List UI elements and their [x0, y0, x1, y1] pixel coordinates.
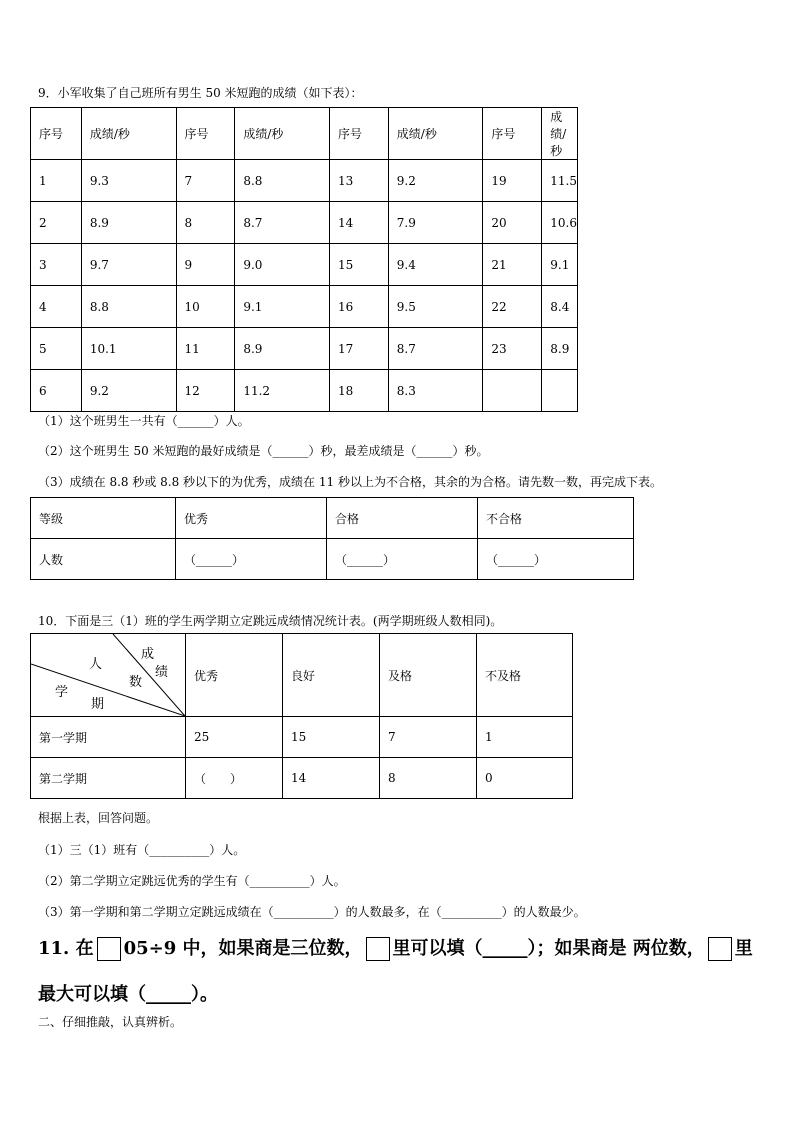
score-table-index-cell: 3 [31, 244, 82, 286]
score-table-index-cell: 9 [176, 244, 235, 286]
score-table-value-cell: 8.7 [235, 202, 330, 244]
score-table-header-cell: 序号 [31, 108, 82, 160]
score-table-index-cell: 19 [483, 160, 542, 202]
q10-header-cell: 优秀 [186, 634, 283, 717]
score-table-value-cell: 8.8 [81, 286, 176, 328]
q10-intro: 根据上表，回答问题。 [38, 811, 159, 825]
score-table-header-cell: 序号 [483, 108, 542, 160]
score-table-header-cell: 成绩/秒 [542, 108, 578, 160]
score-table-value-cell: 9.4 [388, 244, 483, 286]
q11-line1 [38, 934, 753, 961]
q10-row-label: 第一学期 [31, 717, 186, 758]
q10-header-cell: 不及格 [477, 634, 573, 717]
score-table-row [31, 160, 578, 202]
q11-blank-box-3[interactable] [708, 937, 732, 961]
score-table-header-cell: 成绩/秒 [388, 108, 483, 160]
score-table-index-cell: 6 [31, 370, 82, 412]
score-table-index-cell: 20 [483, 202, 542, 244]
q10-header-cell: 良好 [283, 634, 380, 717]
q10-row-term1 [31, 717, 573, 758]
score-table-value-cell: 9.3 [81, 160, 176, 202]
score-table-row [31, 286, 578, 328]
score-table-value-cell: 8.9 [542, 328, 578, 370]
diag-label-ren: 人 [89, 657, 103, 672]
grade-header-cell: 不合格 [478, 498, 634, 539]
count-blank-cell[interactable]: （______） [176, 539, 327, 580]
q10-header-cell: 及格 [380, 634, 477, 717]
score-table-index-cell [483, 370, 542, 412]
score-table-row [31, 244, 578, 286]
score-table-index-cell: 16 [329, 286, 388, 328]
score-table-value-cell: 11.5 [542, 160, 578, 202]
count-blank-cell[interactable]: （______） [327, 539, 478, 580]
diagonal-header-cell [31, 634, 186, 717]
score-table-value-cell: 8.9 [235, 328, 330, 370]
diagonal-lines [31, 634, 185, 716]
q10-sub3: （3）第一学期和第二学期立定跳远成绩在（__________）的人数最多，在（__________）的人数最少。 [38, 905, 586, 919]
score-table-index-cell: 17 [329, 328, 388, 370]
score-table-index-cell: 5 [31, 328, 82, 370]
score-table-value-cell: 8.7 [388, 328, 483, 370]
score-table-value-cell: 9.5 [388, 286, 483, 328]
grade-header-cell: 等级 [31, 498, 176, 539]
score-table-header-cell: 序号 [329, 108, 388, 160]
q10-cell: 14 [283, 758, 380, 799]
section2-heading: 二、仔细推敲，认真辨析。 [38, 1015, 183, 1029]
q10-cell: 8 [380, 758, 477, 799]
grade-row [31, 498, 634, 539]
score-table-index-cell: 14 [329, 202, 388, 244]
score-table-value-cell: 8.4 [542, 286, 578, 328]
score-table-value-cell: 9.0 [235, 244, 330, 286]
score-table-value-cell: 8.9 [81, 202, 176, 244]
q11-part2: 05÷9 中，如果商是三位数， [123, 938, 363, 959]
score-table-index-cell: 13 [329, 160, 388, 202]
q10-header-row [31, 634, 573, 717]
score-table-value-cell: 9.7 [81, 244, 176, 286]
score-table-index-cell: 12 [176, 370, 235, 412]
score-table-value-cell [542, 370, 578, 412]
diag-label-shu: 数 [129, 675, 143, 690]
score-table-header-row [31, 108, 578, 160]
score-table-row [31, 328, 578, 370]
score-table-row [31, 202, 578, 244]
score-table-row [31, 370, 578, 412]
score-table-value-cell: 10.1 [81, 328, 176, 370]
score-table-value-cell: 8.3 [388, 370, 483, 412]
score-table-index-cell: 4 [31, 286, 82, 328]
score-table-header-cell: 成绩/秒 [81, 108, 176, 160]
diag-label-ji: 绩 [155, 665, 169, 680]
grade-header-cell: 优秀 [176, 498, 327, 539]
q11-line2: 最大可以填（_____）。 [38, 984, 218, 1005]
q11-part4: 里 [734, 938, 753, 959]
q11-blank-box-2[interactable] [366, 937, 390, 961]
score-table-index-cell: 10 [176, 286, 235, 328]
q10-sub2: （2）第二学期立定跳远优秀的学生有（__________）人。 [38, 874, 346, 888]
score-table-header-cell: 成绩/秒 [235, 108, 330, 160]
q10-row-term2 [31, 758, 573, 799]
score-table-index-cell: 23 [483, 328, 542, 370]
q9-score-table [30, 107, 578, 412]
q9-title: 9．小军收集了自己班所有男生 50 米短跑的成绩（如下表）： [38, 86, 363, 100]
score-table-value-cell: 9.1 [542, 244, 578, 286]
score-table-index-cell: 18 [329, 370, 388, 412]
score-table-value-cell: 8.8 [235, 160, 330, 202]
score-table-value-cell: 9.2 [388, 160, 483, 202]
count-row [31, 539, 634, 580]
diag-label-xue: 学 [55, 685, 69, 700]
count-label-cell: 人数 [31, 539, 176, 580]
q10-cell: 1 [477, 717, 573, 758]
score-table-value-cell: 9.2 [81, 370, 176, 412]
score-table-value-cell: 11.2 [235, 370, 330, 412]
q10-sub1: （1）三（1）班有（__________）人。 [38, 843, 246, 857]
score-table-value-cell: 9.1 [235, 286, 330, 328]
score-table-index-cell: 8 [176, 202, 235, 244]
score-table-value-cell: 7.9 [388, 202, 483, 244]
count-blank-cell[interactable]: （______） [478, 539, 634, 580]
q11-part3: 里可以填（_____）；如果商是 两位数， [392, 938, 705, 959]
diag-label-qi: 期 [91, 697, 105, 712]
q9-sub1: （1）这个班男生一共有（______）人。 [38, 414, 250, 428]
score-table-value-cell: 10.6 [542, 202, 578, 244]
q10-title: 10．下面是三（1）班的学生两学期立定跳远成绩情况统计表。(两学期班级人数相同)。 [38, 614, 503, 628]
q10-cell: 15 [283, 717, 380, 758]
q11-part1: 11. 在 [38, 938, 94, 959]
score-table-index-cell: 1 [31, 160, 82, 202]
q9-grade-table [30, 497, 634, 580]
q10-cell: 7 [380, 717, 477, 758]
score-table-header-cell: 序号 [176, 108, 235, 160]
score-table-index-cell: 15 [329, 244, 388, 286]
score-table-index-cell: 21 [483, 244, 542, 286]
q10-cell: 0 [477, 758, 573, 799]
q11-blank-box-1[interactable] [97, 937, 121, 961]
grade-header-cell: 合格 [327, 498, 478, 539]
q10-blank-cell[interactable]: （ ） [186, 758, 283, 799]
score-table-index-cell: 22 [483, 286, 542, 328]
q10-row-label: 第二学期 [31, 758, 186, 799]
q9-sub2: （2）这个班男生 50 米短跑的最好成绩是（______）秒，最差成绩是（______）秒。 [38, 444, 489, 458]
score-table-index-cell: 7 [176, 160, 235, 202]
q10-stats-table [30, 633, 573, 799]
score-table-index-cell: 2 [31, 202, 82, 244]
score-table-index-cell: 11 [176, 328, 235, 370]
q9-sub3: （3）成绩在 8.8 秒或 8.8 秒以下的为优秀，成绩在 11 秒以上为不合格，其余的为合格。请先数一数，再完成下表。 [38, 475, 662, 489]
diag-label-cheng: 成 [141, 647, 155, 662]
q10-cell: 25 [186, 717, 283, 758]
